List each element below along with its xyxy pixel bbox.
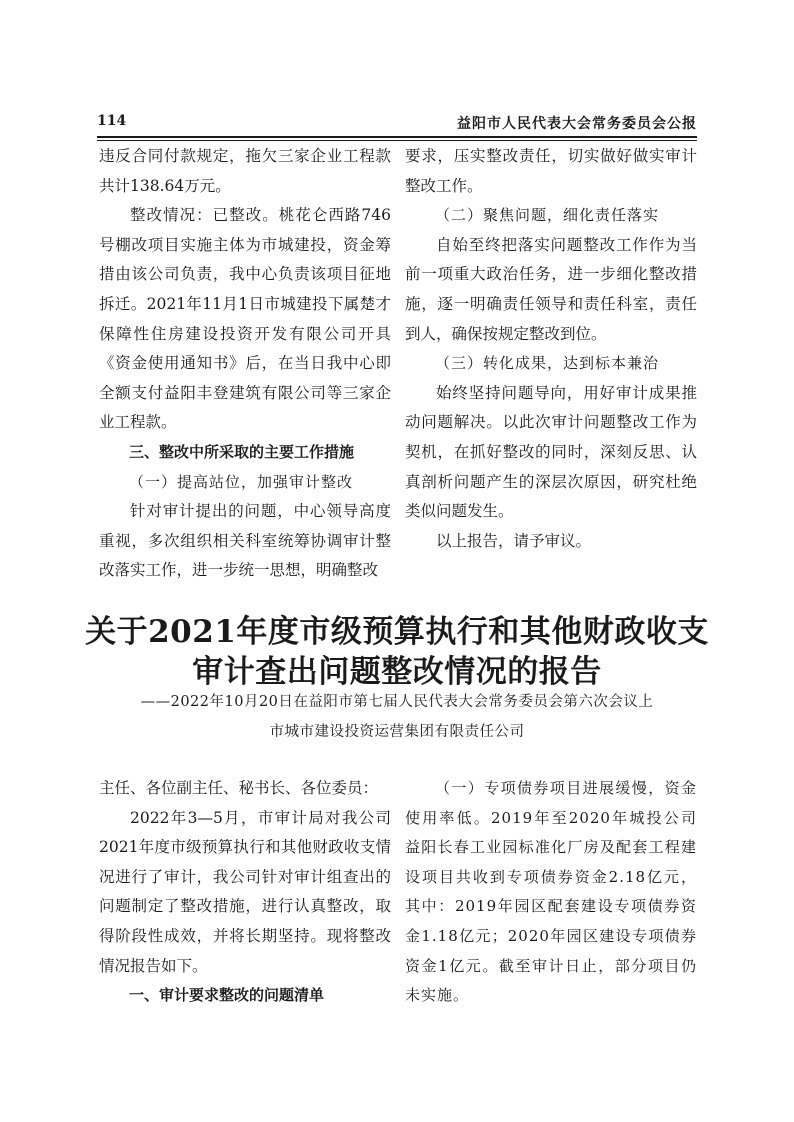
header-rule-thick: [97, 136, 697, 138]
subsection-heading: （二）聚焦问题，细化责任落实: [435, 206, 660, 225]
section-heading: 一、审计要求整改的问题清单: [129, 986, 325, 1005]
paragraph: 以上报告，请予审议。: [436, 531, 592, 550]
paragraph: 自始至终把落实问题整改工作作为当前一项重大政治任务，进一步细化整改措施，逐一明确责任领导和责任科室，责任到人，确保按规定整改到位。: [405, 235, 697, 343]
bottom-left-column: [99, 774, 391, 1011]
report-title-line2: 审计查出问题整改情况的报告: [192, 654, 602, 690]
paragraph: 针对审计提出的问题，中心领导高度重视，多次组织相关科室统筹协调审计整改落实工作，进一步统一思想，明确整改: [99, 502, 391, 580]
subsection-heading: （一）提高站位，加强审计整改: [129, 472, 354, 491]
report-organization: 市城市建设投资运营集团有限责任公司: [269, 724, 525, 740]
paragraph: 整改情况：已整改。桃花仑西路746号棚改项目实施主体为市城建投，资金筹措由该公司负责，我中心负责该项目征地拆迁。2021年11月1日市城建投下属楚才保障性住房建设投资开发有限公司开具《资金使用通知书》后，在当日我中心即全额支付益阳丰登建筑有限公司等三家企业工程款。: [99, 206, 391, 432]
section-heading: 三、整改中所采取的主要工作措施: [129, 442, 355, 461]
report-title-line1: 关于2021年度市级预算执行和其他财政收支: [85, 614, 709, 650]
paragraph: 主任、各位副主任、秘书长、各位委员：: [99, 779, 379, 797]
top-right-column: [405, 142, 697, 556]
paragraph: 违反合同付款规定，拖欠三家企业工程款共计138.64万元。: [99, 147, 391, 195]
journal-title: 益阳市人民代表大会常务委员会公报: [457, 116, 697, 132]
subsection-heading: （三）转化成果，达到标本兼治: [435, 354, 660, 373]
bottom-right-column: [405, 774, 697, 1011]
page-number: 114: [97, 113, 127, 129]
paragraph: 始终坚持问题导向，用好审计成果推动问题解决。以此次审计问题整改工作为契机，在抓好整改的同时，深刻反思、认真剖析问题产生的深层次原因，研究杜绝类似问题发生。: [405, 383, 697, 521]
paragraph: 要求，压实整改责任，切实做好做实审计整改工作。: [405, 147, 697, 195]
top-left-column: [99, 142, 391, 586]
report-subtitle: ——2022年10月20日在益阳市第七届人民代表大会常务委员会第六次会议上: [140, 694, 654, 710]
page-header: [97, 113, 697, 137]
paragraph: 2022年3—5月，市审计局对我公司2021年度市级预算执行和其他财政收支情况进行了审计，我公司针对审计组查出的问题制定了整改措施，进行认真整改，取得阶段性成效，并将长期坚持。现将整改情况报告如下。: [99, 808, 391, 975]
header-rule-thin: [97, 140, 697, 141]
subsection-heading: （一）专项债券项目进展缓慢，资金使用率低。2019年至2020年城投公司益阳长春工业园标准化厂房及配套工程建设项目共收到专项债券资金2.18亿元，其中：2019年园区配套建设专项债券资金1.18亿元；2020年园区建设专项债券资金1亿元。截至审计日止，部分项目仍未实施。: [405, 779, 697, 1005]
